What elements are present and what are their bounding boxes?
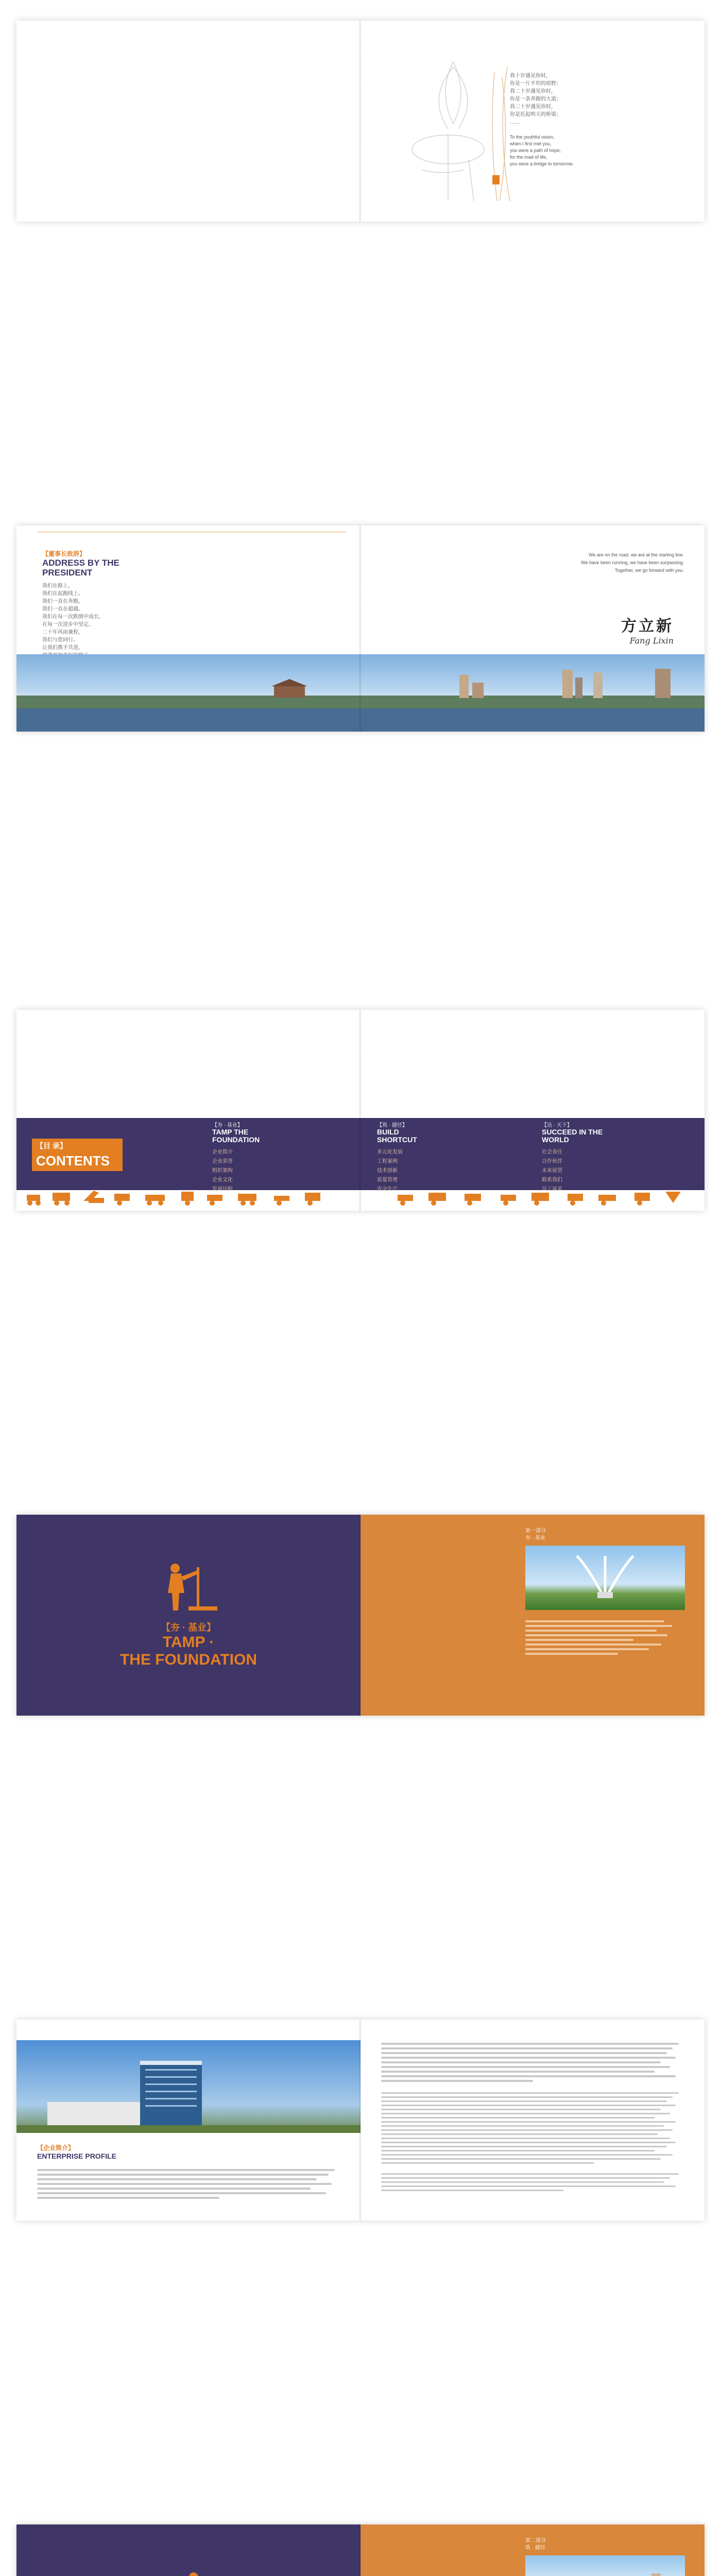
toc-item[interactable]: 联系我们 [542,1177,562,1183]
paragraph: 我们一直在超越。 [42,606,83,612]
construction-machinery-icon [16,1188,705,1208]
lotus-illustration [391,52,515,206]
paragraph: 让我们携手共进， [42,645,83,651]
section-tag: 【董事长致辞】 [42,550,86,557]
headquarters-photo [16,2040,360,2133]
section-en: SUCCEED IN THE WORLD [542,1128,603,1144]
part-label: 第二部分 [525,2538,546,2544]
section-cn: 【达 · 天下】 [542,1123,572,1128]
poem-line-en: for the road of life, [510,155,547,160]
poem-line: 你是一片平坦的原野； [510,81,561,87]
signature-cn: 方立新 [621,617,674,635]
section-title: ADDRESS BY THE PRESIDENT [42,558,119,578]
signature-en: Fang Lixin [629,636,674,646]
toc-item[interactable]: 未来展望 [542,1168,562,1174]
toc-item[interactable]: 组织架构 [212,1168,233,1174]
profile-text-right [381,2040,685,2194]
poem-line-en: you were a bridge to tomorrow. [510,161,574,166]
lake-park-photo [525,2555,685,2576]
section2-spread [16,2524,705,2576]
poem-line: 你是一条奔跑的大道； [510,96,561,102]
contents-tag: 【目 录】 [32,1139,123,1153]
contents-section-2[interactable] [377,1121,506,1194]
president-spread [16,526,705,732]
toc-item[interactable]: 发展历程 [212,1187,233,1192]
toc-item[interactable]: 安全生产 [377,1187,398,1192]
president-heading [42,549,125,578]
toc-item[interactable]: 企业简介 [212,1149,233,1155]
paragraph: 在每一次进步中坚定。 [42,622,94,628]
paragraph: 我们在路上， [42,583,73,589]
profile-heading [37,2143,116,2160]
part-title: 夯 · 基业 [525,1535,545,1541]
cover-right-page [360,21,705,222]
section-tag: 【企业简介】 [37,2144,75,2151]
section-en: TAMP THE FOUNDATION [212,1128,260,1144]
toc-item[interactable]: 企业荣誉 [212,1159,233,1164]
cover-spread [16,21,705,222]
toc-item[interactable]: 员工风采 [542,1187,562,1192]
paragraph: 我们一直在奔跑， [42,599,83,604]
worker-silhouette-icon [158,1561,219,1613]
paragraph-en: Together, we go forward with you. [614,568,684,573]
cover-poem-cn [510,72,603,126]
toc-item[interactable]: 技术创新 [377,1168,398,1174]
part-title: 筑 · 捷径 [525,2545,545,2551]
section-cn: 【筑 · 捷径】 [377,1123,407,1128]
section-en-line1: TAMP · [162,1634,215,1651]
cover-poem-en [510,134,613,167]
signature [621,613,674,646]
toc-item[interactable]: 多元化发展 [377,1149,403,1155]
section-title: ENTERPRISE PROFILE [37,2152,117,2160]
contents-heading [32,1139,123,1171]
toc-item[interactable]: 工程案例 [377,1159,398,1164]
section1-left-page [16,1515,360,1716]
profile-text-cn [37,2166,341,2201]
section2-right-page [360,2524,705,2576]
section1-spread [16,1515,705,1716]
poem-line-en: you were a path of hope, [510,148,561,153]
president-text-cn [42,582,145,659]
president-text-en [509,551,684,574]
contents-title: CONTENTS [32,1153,123,1171]
poem-line: 我十岁遇见你时， [510,73,551,79]
poem-line: …… [510,120,520,125]
paragraph-en: We have been running, we have been surpassing. [581,560,684,565]
city-skyline [16,654,705,732]
paragraph: 我们与您同行。 [42,637,78,643]
lake-city-photo [16,654,705,732]
sculpture-photo [525,1546,685,1610]
paragraph-en: We are on the road, we are at the starting line. [589,552,684,557]
profile-left-page [16,2020,360,2221]
cover-left-page [16,21,360,222]
section1-right-page [360,1515,705,1716]
section1-text [525,1618,680,1657]
toc-item[interactable]: 质量管理 [377,1177,398,1183]
section-en-line2: THE FOUNDATION [119,1651,258,1668]
profile-spread [16,2020,705,2221]
section-en: BUILD SHORTCUT [377,1128,417,1144]
contents-section-1[interactable] [212,1121,341,1194]
poem-line: 你是托起明天的桥梁； [510,112,561,117]
contents-spread [16,1010,705,1211]
paragraph: 我们在起跑线上。 [42,591,83,597]
paragraph: 二十年风雨兼程， [42,630,83,635]
section1-title [16,1620,360,1669]
section-cn: 【夯 · 基业】 [161,1622,216,1633]
toc-item[interactable]: 企业文化 [212,1177,233,1183]
poem-line: 我三十岁遇见你时， [510,104,556,110]
wheelbarrow-silhouette-icon [152,2571,225,2576]
poem-line-en: To the youthful vision, [510,134,555,140]
profile-right-page [360,2020,705,2221]
toc-item[interactable]: 合作伙伴 [542,1159,562,1164]
paragraph: 我们在每一次跌倒中成长， [42,614,104,620]
section2-left-page [16,2524,360,2576]
section-cn: 【夯 · 基业】 [212,1123,243,1128]
poem-line-en: when I first met you, [510,141,552,146]
contents-section-3[interactable] [542,1121,671,1194]
toc-item[interactable]: 社会责任 [542,1149,562,1155]
part-label: 第一部分 [525,1528,546,1534]
poem-line: 我二十岁遇见你时， [510,89,556,94]
